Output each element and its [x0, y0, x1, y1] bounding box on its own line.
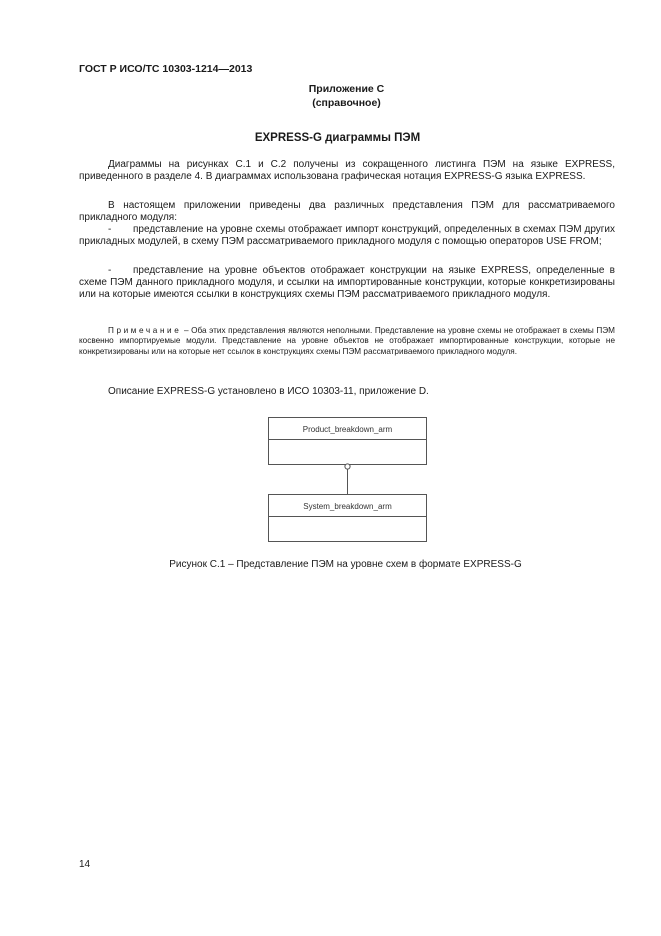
note-separator: – [181, 326, 192, 335]
list-item-text: представление на уровне объектов отображает конструкции на языке EXPRESS, определенные в схеме ПЭМ данного прикладного модуля, и ссылки на импортированные конструкции, которые конкретизированы или на которые имеются ссылки в конструкциях схемы ПЭМ рассматриваемого прикладного модуля. [79, 265, 615, 300]
connector-circle-icon [345, 464, 350, 469]
reference-line: Описание EXPRESS-G установлено в ИСО 10303-11, приложение D. [108, 386, 429, 397]
top-schema-box [269, 418, 427, 465]
document-id: ГОСТ Р ИСО/ТС 10303-1214—2013 [79, 63, 253, 75]
paragraph-representations: В настоящем приложении приведены два различных представления ПЭМ для рассматриваемого прикладного модуля: [79, 200, 615, 223]
note-label: Примечание [108, 326, 182, 335]
list-item-text: представление на уровне схемы отображает импорт конструкций, определенных в схемах ПЭМ других прикладных модулей, в схему ПЭМ рассматриваемого прикладного модуля с помощью операторов USE FROM; [79, 224, 615, 247]
annex-subtitle: (справочное) [312, 97, 381, 109]
list-dash: - [108, 224, 112, 235]
figure-caption: Рисунок С.1 – Представление ПЭМ на уровне схем в формате EXPRESS-G [169, 559, 522, 570]
annex-title: Приложение С [308, 83, 385, 95]
paragraph-intro: Диаграммы на рисунках С.1 и С.2 получены из сокращенного листинга ПЭМ на языке EXPRESS, приведенного в разделе 4. В диаграммах использована графическая нотация EXPRESS-G языка EXPRESS. [79, 159, 615, 182]
top-schema-name: Product_breakdown_arm [302, 425, 393, 434]
bottom-schema-box [269, 495, 427, 542]
note-text: Оба этих представления являются неполными. Представление на уровне схемы не отображает в схемы ПЭМ косвенно импортируемые модули. Представление на уровне объектов не отображает импортированные конструкции, которые не конкретизированы или на которые нет ссылок в конструкциях схемы ПЭМ рассматриваемого прикладного модуля. [79, 326, 615, 356]
page-number: 14 [79, 859, 91, 870]
bottom-schema-name: System_breakdown_arm [303, 502, 392, 511]
section-heading: EXPRESS-G диаграммы ПЭМ [254, 132, 421, 144]
list-dash: - [108, 265, 112, 276]
